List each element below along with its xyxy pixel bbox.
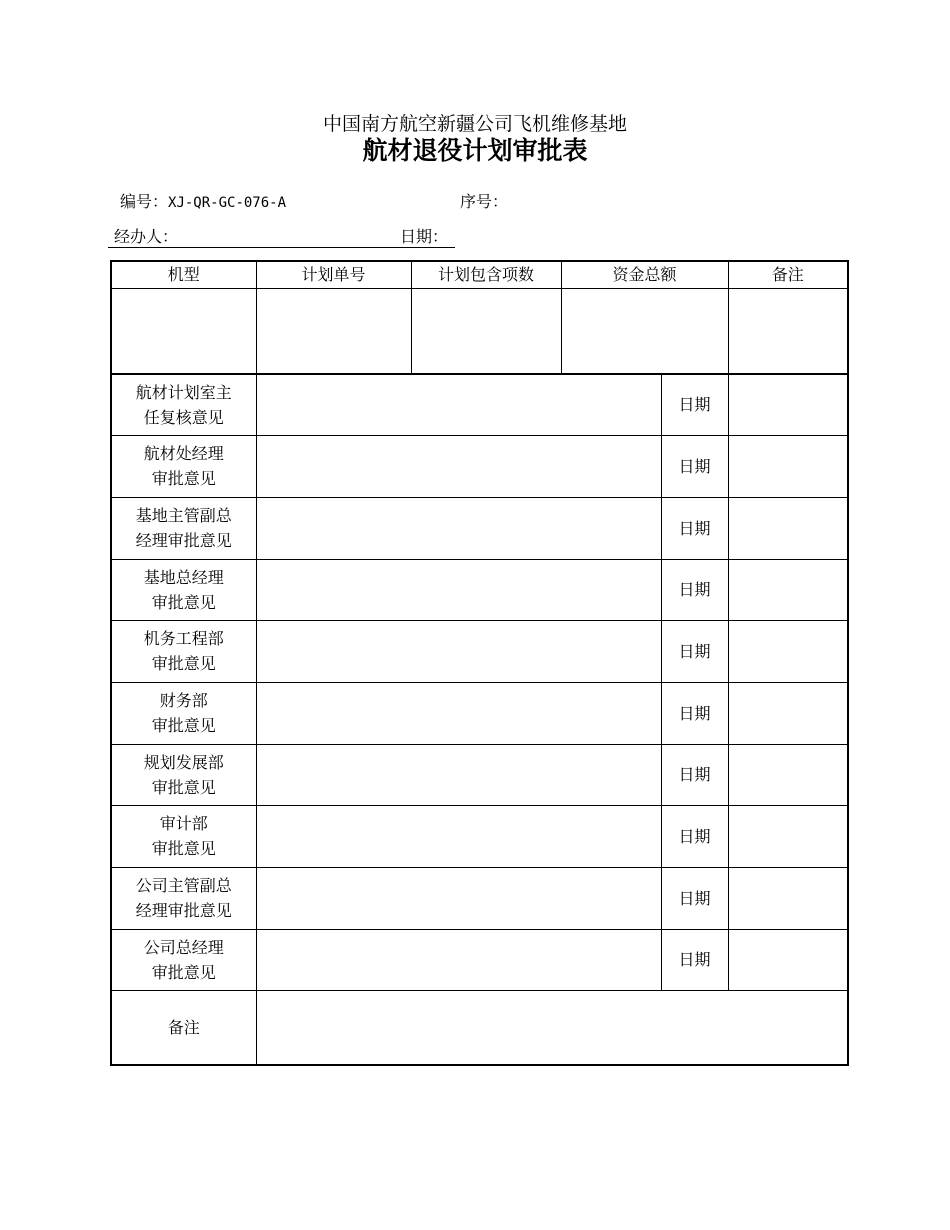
opinion-cell[interactable]: [256, 435, 661, 497]
approval-row: [111, 682, 848, 744]
aircraft-type-cell[interactable]: [111, 288, 256, 374]
date-label-cell: 日期: [661, 620, 728, 682]
organization-name: 中国南方航空新疆公司飞机维修基地: [322, 113, 627, 135]
header-row: [111, 261, 848, 288]
column-header: 资金总额: [561, 261, 728, 288]
date-cell[interactable]: [728, 435, 848, 497]
approval-row: [111, 497, 848, 559]
approval-label: 审计部 审批意见: [111, 805, 256, 867]
date-cell[interactable]: [728, 744, 848, 805]
approval-label: 规划发展部 审批意见: [111, 744, 256, 805]
code-value: XJ-QR-GC-076-A: [168, 195, 287, 211]
form-title: 航材退役计划审批表: [362, 136, 588, 165]
column-header: 计划包含项数: [411, 261, 561, 288]
date-label-cell: 日期: [661, 374, 728, 435]
date-cell[interactable]: [728, 374, 848, 435]
opinion-cell[interactable]: [256, 929, 661, 990]
approval-row: [111, 744, 848, 805]
approval-label: 公司总经理 审批意见: [111, 929, 256, 990]
approval-label: 基地总经理 审批意见: [111, 559, 256, 620]
opinion-cell[interactable]: [256, 867, 661, 929]
item-count-cell[interactable]: [411, 288, 561, 374]
opinion-cell[interactable]: [256, 559, 661, 620]
date-cell[interactable]: [728, 559, 848, 620]
approval-row: [111, 559, 848, 620]
handler-label: 经办人：: [114, 227, 179, 246]
approval-row: [111, 805, 848, 867]
approval-label: 基地主管副总 经理审批意见: [111, 497, 256, 559]
opinion-cell[interactable]: [256, 805, 661, 867]
serial-field: [460, 192, 508, 212]
approval-row: [111, 867, 848, 929]
date-cell[interactable]: [728, 867, 848, 929]
column-header: 备注: [728, 261, 848, 288]
plan-row: [111, 288, 848, 374]
date-cell[interactable]: [728, 620, 848, 682]
approval-label: 机务工程部 审批意见: [111, 620, 256, 682]
column-header: 计划单号: [256, 261, 411, 288]
approval-row: [111, 435, 848, 497]
opinion-cell[interactable]: [256, 374, 661, 435]
date-label-cell: 日期: [661, 805, 728, 867]
approval-label: 航材处经理 审批意见: [111, 435, 256, 497]
opinion-cell[interactable]: [256, 620, 661, 682]
date-label-cell: 日期: [661, 497, 728, 559]
date-cell[interactable]: [728, 929, 848, 990]
date-label-cell: 日期: [661, 929, 728, 990]
date-cell[interactable]: [728, 682, 848, 744]
approval-label: 公司主管副总 经理审批意见: [111, 867, 256, 929]
date-label-cell: 日期: [661, 559, 728, 620]
code-label: 编号：: [120, 192, 169, 211]
opinion-cell[interactable]: [256, 497, 661, 559]
total-amount-cell[interactable]: [561, 288, 728, 374]
date-label-cell: 日期: [661, 682, 728, 744]
date-label-cell: 日期: [661, 867, 728, 929]
code-field: [120, 192, 286, 213]
opinion-cell[interactable]: [256, 744, 661, 805]
approval-row: [111, 374, 848, 435]
column-header: 机型: [111, 261, 256, 288]
date-label: 日期：: [400, 227, 449, 246]
approval-row: [111, 620, 848, 682]
approval-table: [110, 260, 849, 1066]
plan-remark-cell[interactable]: [728, 288, 848, 374]
opinion-cell[interactable]: [256, 682, 661, 744]
handler-date-line: [108, 227, 455, 248]
approval-label: 航材计划室主 任复核意见: [111, 374, 256, 435]
plan-number-cell[interactable]: [256, 288, 411, 374]
remark-row: [111, 990, 848, 1065]
approval-label: 财务部 审批意见: [111, 682, 256, 744]
date-cell[interactable]: [728, 497, 848, 559]
remark-label: 备注: [111, 990, 256, 1065]
remark-cell[interactable]: [256, 990, 848, 1065]
date-cell[interactable]: [728, 805, 848, 867]
serial-label: 序号：: [460, 192, 509, 211]
date-label-cell: 日期: [661, 744, 728, 805]
date-label-cell: 日期: [661, 435, 728, 497]
approval-row: [111, 929, 848, 990]
